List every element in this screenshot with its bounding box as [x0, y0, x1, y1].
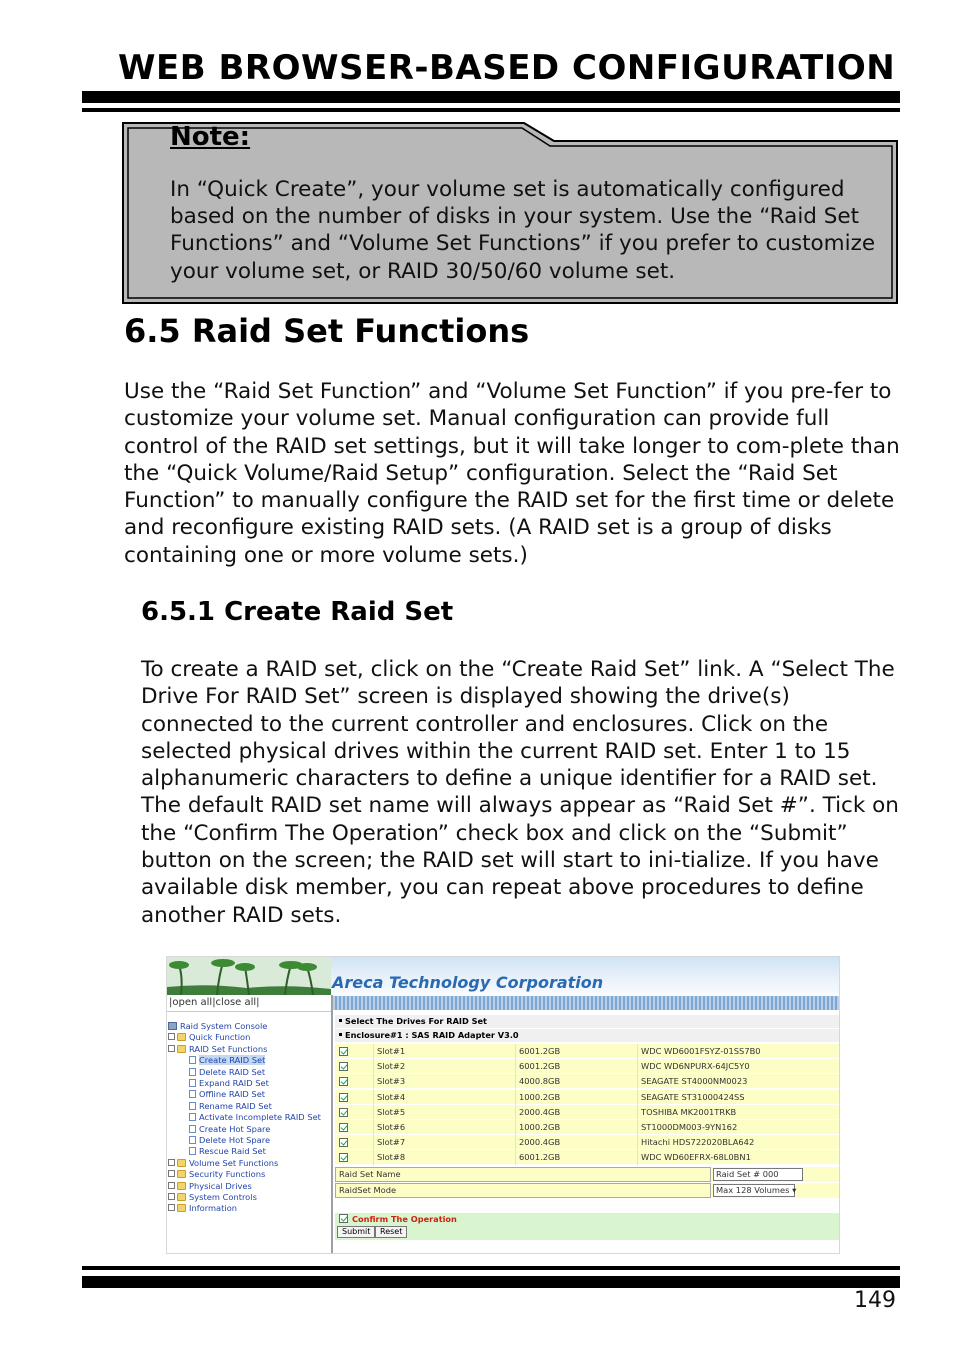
section-heading: 6.5 Raid Set Functions — [124, 312, 530, 350]
drive-row — [335, 1150, 839, 1165]
tree-item-label: System Controls — [189, 1192, 257, 1202]
tree-item[interactable] — [189, 1067, 265, 1078]
drive-slot: Slot#4 — [373, 1090, 513, 1105]
drive-row — [335, 1044, 839, 1059]
expand-toggle-icon[interactable] — [168, 1170, 175, 1177]
footer-rule-thin — [82, 1266, 900, 1270]
button-row — [335, 1225, 839, 1240]
separator — [167, 1011, 331, 1012]
expand-toggle-icon[interactable] — [168, 1204, 175, 1211]
tree-item-label: Raid System Console — [180, 1021, 268, 1031]
tree-item[interactable] — [189, 1055, 265, 1066]
chapter-title: WEB BROWSER-BASED CONFIGURATION — [118, 48, 896, 88]
footer-rule-thick — [82, 1276, 900, 1288]
page-icon — [189, 1056, 196, 1064]
drive-row — [335, 1059, 839, 1074]
tree-item[interactable] — [168, 1203, 237, 1214]
frame-divider[interactable] — [331, 995, 333, 1253]
brand-name: Areca Technology Corporation — [332, 973, 604, 992]
drive-checkbox[interactable] — [339, 1153, 348, 1162]
tree-item[interactable] — [189, 1124, 270, 1135]
folder-icon — [177, 1033, 186, 1041]
raid-set-name-input[interactable]: Raid Set # 000 — [713, 1168, 803, 1181]
expand-toggle-icon[interactable] — [168, 1033, 175, 1040]
header-rule-thick — [82, 91, 900, 103]
raidset-mode-select[interactable]: Max 128 Volumes ▾ — [713, 1184, 795, 1197]
tree-item[interactable] — [168, 1169, 265, 1180]
drive-slot: Slot#8 — [373, 1150, 513, 1165]
page-icon — [189, 1113, 196, 1121]
open-close-links[interactable]: |open all|close all| — [169, 997, 260, 1008]
drive-model: SEAGATE ST4000NM0023 — [637, 1074, 837, 1089]
page-icon — [189, 1102, 196, 1110]
drive-slot: Slot#1 — [373, 1044, 513, 1059]
tree-item[interactable] — [168, 1158, 278, 1169]
drive-model: SEAGATE ST31000424SS — [637, 1090, 837, 1105]
drive-size: 1000.2GB — [515, 1120, 635, 1135]
reset-button[interactable]: Reset — [375, 1226, 407, 1238]
page-icon — [189, 1079, 196, 1087]
drive-model: TOSHIBA MK2001TRKB — [637, 1105, 837, 1120]
drive-model: WDC WD6001FSYZ-01SS7B0 — [637, 1044, 837, 1059]
confirm-checkbox[interactable] — [339, 1214, 348, 1223]
tree-item-label: Offline RAID Set — [199, 1089, 266, 1100]
tree-item-label: Delete Hot Spare — [199, 1135, 271, 1145]
page-icon — [189, 1125, 196, 1133]
drive-size: 2000.4GB — [515, 1105, 635, 1120]
tree-item-label: Physical Drives — [189, 1180, 252, 1191]
tree-item[interactable] — [189, 1078, 269, 1089]
tree-item[interactable] — [189, 1101, 272, 1112]
expand-toggle-icon[interactable] — [168, 1193, 175, 1200]
drive-model: WDC WD60EFRX-68L0BN1 — [637, 1150, 837, 1165]
page-icon — [189, 1090, 196, 1098]
drive-size: 6001.2GB — [515, 1150, 635, 1165]
header-rule-thin — [82, 108, 900, 112]
tree-item-label: Create RAID Set — [199, 1055, 266, 1066]
drive-slot: Slot#2 — [373, 1059, 513, 1074]
raidset-mode-label: RaidSet Mode — [335, 1183, 711, 1198]
submit-button[interactable]: Submit — [337, 1226, 375, 1238]
drive-size: 2000.4GB — [515, 1135, 635, 1150]
drive-checkbox[interactable] — [339, 1047, 348, 1056]
page-icon — [189, 1068, 196, 1076]
drive-slot: Slot#7 — [373, 1135, 513, 1150]
tree-item[interactable] — [168, 1021, 267, 1032]
tree-item-label: Expand RAID Set — [199, 1078, 269, 1088]
drive-checkbox[interactable] — [339, 1093, 348, 1102]
tree-item[interactable] — [168, 1181, 252, 1192]
drive-checkbox[interactable] — [339, 1138, 348, 1147]
expand-toggle-icon[interactable] — [168, 1159, 175, 1166]
drive-row — [335, 1135, 839, 1150]
tree-item-label: Create Hot Spare — [199, 1123, 271, 1134]
drive-slot: Slot#5 — [373, 1105, 513, 1120]
page-number: 149 — [854, 1288, 896, 1313]
page-icon — [189, 1147, 196, 1155]
raid-set-name-label: Raid Set Name — [335, 1167, 711, 1182]
section-paragraph: Use the “Raid Set Function” and “Volume Set Function” if you pre-fer to customize your volume set. Manual configuration can provide full control of the RAID set settings, but it will take longer to com-plete than the “Quick Volume/Raid Setup” configuration. Select the “Raid Set Function” to manually configure the RAID set for the first time or delete and reconfigure existing RAID sets. (A RAID set is a group of disks containing one or more volume sets.) — [124, 379, 900, 568]
tree-item-label: Delete RAID Set — [199, 1066, 266, 1077]
drive-row — [335, 1105, 839, 1120]
raid-set-name-row — [335, 1167, 839, 1182]
folder-icon — [177, 1182, 186, 1190]
banner-stripe — [331, 996, 839, 1010]
tree-item-label: Information — [189, 1203, 238, 1214]
subsection-paragraph: To create a RAID set, click on the “Create Raid Set” link. A “Select The Drive For RAID Set” screen is displayed showing the drive(s) connected to the current controller and enclosures. Click on the selected physical drives within the current RAID set. Enter 1 to 15 alphanumeric characters to define a unique identifier for a RAID set. The default RAID set name will always appear as “Raid Set #”. Tick on the “Confirm The Operation” check box and click on the “Submit” button on the screen; the RAID set will start to ini-tialize. If you have available disk member, you can repeat above procedures to define another RAID sets. — [141, 657, 899, 928]
tree-item-label: Quick Function — [189, 1032, 251, 1043]
page-icon — [189, 1136, 196, 1144]
drive-slot: Slot#6 — [373, 1120, 513, 1135]
drive-checkbox[interactable] — [339, 1077, 348, 1086]
banner — [167, 957, 839, 995]
drive-model: ST1000DM003-9YN162 — [637, 1120, 837, 1135]
confirm-label: Confirm The Operation — [352, 1214, 457, 1224]
drive-row — [335, 1120, 839, 1135]
tree-item-label: Activate Incomplete RAID Set — [199, 1112, 321, 1123]
drive-model: WDC WD6NPURX-64JC5Y0 — [637, 1059, 837, 1074]
folder-icon — [177, 1193, 186, 1201]
tree-item[interactable] — [189, 1089, 265, 1100]
folder-icon — [177, 1204, 186, 1212]
tree-item[interactable] — [168, 1192, 257, 1203]
computer-icon — [168, 1022, 177, 1030]
note-body: In “Quick Create”, your volume set is automatically configured based on the number of disks in your system. Use the “Raid Set Functions” and “Volume Set Functions” if you prefer to customize your volume set, or RAID 30/50/60 volume set. — [170, 177, 876, 284]
palm-trees-icon — [167, 957, 331, 995]
drive-checkbox[interactable] — [339, 1108, 348, 1117]
tree-item-label: Volume Set Functions — [189, 1157, 279, 1168]
enclosure-header: Enclosure#1 : SAS RAID Adapter V3.0 — [335, 1029, 839, 1042]
tree-item[interactable] — [189, 1135, 270, 1146]
confirm-row — [335, 1213, 839, 1225]
create-raid-set-screenshot — [166, 956, 840, 1254]
drive-model: Hitachi HDS722020BLA642 — [637, 1135, 837, 1150]
panel-title: Select The Drives For RAID Set — [335, 1015, 839, 1028]
folder-open-icon — [177, 1045, 186, 1053]
drive-size: 1000.2GB — [515, 1090, 635, 1105]
raidset-mode-row — [335, 1183, 839, 1198]
drive-slot: Slot#3 — [373, 1074, 513, 1089]
drive-row — [335, 1090, 839, 1105]
tree-item[interactable] — [168, 1032, 250, 1043]
tree-item[interactable] — [189, 1112, 321, 1123]
subsection-heading: 6.5.1 Create Raid Set — [141, 597, 454, 627]
drive-checkbox[interactable] — [339, 1123, 348, 1132]
drive-checkbox[interactable] — [339, 1062, 348, 1071]
expand-toggle-icon[interactable] — [168, 1045, 175, 1052]
folder-icon — [177, 1170, 186, 1178]
expand-toggle-icon[interactable] — [168, 1182, 175, 1189]
note-title: Note: — [170, 122, 251, 152]
tree-item-label: Security Functions — [189, 1169, 266, 1180]
tree-item[interactable] — [168, 1044, 267, 1055]
drive-row — [335, 1074, 839, 1089]
drive-size: 4000.8GB — [515, 1074, 635, 1089]
tree-item-label: Rename RAID Set — [199, 1100, 272, 1111]
folder-icon — [177, 1159, 186, 1167]
tree-item[interactable] — [189, 1146, 266, 1157]
tree-item-label: Rescue Raid Set — [199, 1146, 266, 1157]
tree-item-label: RAID Set Functions — [189, 1043, 268, 1054]
drive-size: 6001.2GB — [515, 1044, 635, 1059]
drive-size: 6001.2GB — [515, 1059, 635, 1074]
